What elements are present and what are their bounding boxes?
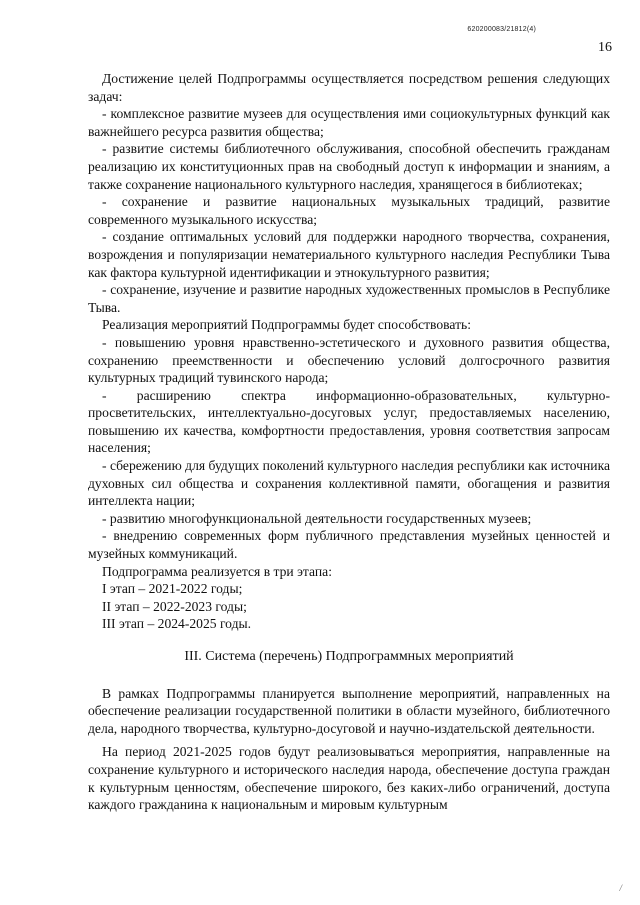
document-body bbox=[88, 70, 610, 814]
list-item: - сбережению для будущих поколений культурного наследия республики как источника духовных сил общества и сохранения коллективной памяти, обогащения и развития интеллекта нации; bbox=[88, 458, 610, 509]
list-item: - развитие системы библиотечного обслуживания, способной обеспечить гражданам реализацию их конституционных прав на свободный доступ к информации и знаниям, а также сохранение национального культурного наследия, хранящегося в библиотеках; bbox=[88, 141, 610, 192]
paragraph: Подпрограмма реализуется в три этапа: bbox=[102, 563, 332, 579]
list-item: - повышению уровня нравственно-эстетического и духовного развития общества, сохранению преемственности и обеспечению условий долгосрочного развития культурных традиций тувинского народа; bbox=[88, 334, 610, 386]
list-item: - комплексное развитие музеев для осуществления ими социокультурных функций как важнейшего ресурса развития общества; bbox=[88, 106, 610, 139]
document-code: 620200083/21812(4) bbox=[467, 26, 536, 33]
list-item: - создание оптимальных условий для поддержки народного творчества, сохранения, возрождения и популяризации нематериального культурного наследия Республики Тыва как фактора культурной идентификации и этнокультурного развития; bbox=[88, 229, 610, 280]
paragraph: Реализация мероприятий Подпрограммы будет способствовать: bbox=[102, 317, 472, 333]
stage-item: III этап – 2024-2025 годы. bbox=[102, 616, 252, 632]
list-item: - сохранение и развитие национальных музыкальных традиций, развитие современного музыкального искусства; bbox=[88, 194, 610, 227]
section-heading: III. Система (перечень) Подпрограммных мероприятий bbox=[184, 649, 514, 664]
page-number: 16 bbox=[598, 40, 612, 55]
stage-item: II этап – 2022-2023 годы; bbox=[102, 598, 247, 614]
list-item: - развитию многофункциональной деятельности государственных музеев; bbox=[102, 510, 532, 526]
list-item: - расширению спектра информационно-образовательных, культурно-просветительских, интеллектуально-досуговых услуг, предоставляемых населению, повышению их качества, комфортности предоставления, уровня соответствия запросам населения; bbox=[88, 387, 610, 456]
paragraph: В рамках Подпрограммы планируется выполнение мероприятий, направленных на обеспечение реализации государственной политики в области музейного, библиотечного дела, народного творчества, культурно-досуговой и научно-издательской деятельности. bbox=[88, 685, 610, 736]
stage-item: I этап – 2021-2022 годы; bbox=[102, 581, 243, 597]
corner-mark: / bbox=[619, 883, 622, 893]
paragraph: Достижение целей Подпрограммы осуществляется посредством решения следующих задач: bbox=[88, 71, 610, 104]
paragraph: На период 2021-2025 годов будут реализовываться мероприятия, направленные на сохранение культурного и исторического наследия народа, обеспечение доступа граждан к культурным ценностям, обеспечение широкого, без каких-либо ограничений, доступа каждого гражданина к национальным и мировым культурным bbox=[88, 744, 610, 813]
list-item: - сохранение, изучение и развитие народных художественных промыслов в Республике Тыва. bbox=[88, 282, 610, 315]
list-item: - внедрению современных форм публичного представления музейных ценностей и музейных коммуникаций. bbox=[88, 528, 610, 562]
